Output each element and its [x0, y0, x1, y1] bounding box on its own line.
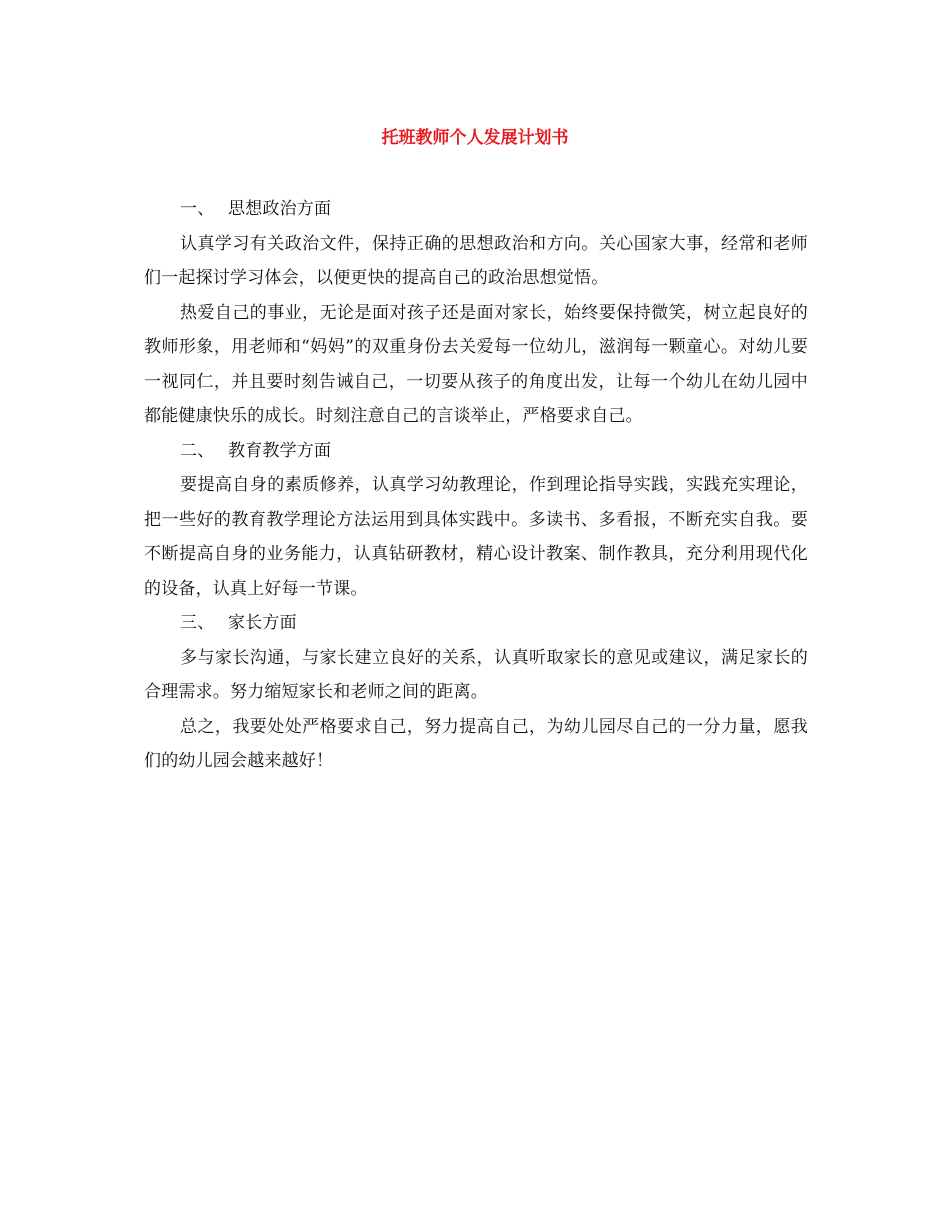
paragraph: 要提高自身的素质修养，认真学习幼教理论，作到理论指导实践，实践充实理论，把一些好的教育教学理论方法运用到具体实践中。多读书、多看报，不断充实自我。要不断提高自身的业务能力，认真钻研教材，精心设计教案、制作教具，充分利用现代化的设备，认真上好每一节课。 [144, 475, 808, 599]
paragraph: 总之，我要处处严格要求自己，努力提高自己，为幼儿园尽自己的一分力量，愿我们的幼儿园会越来越好！ [144, 716, 808, 771]
section-heading [144, 192, 808, 227]
paragraph: 热爱自己的事业，无论是面对孩子还是面对家长，始终要保持微笑，树立起良好的教师形象，用老师和“妈妈”的双重身份去关爱每一位幼儿，滋润每一颗童心。对幼儿要一视同仁，并且要时刻告诫自己，一切要从孩子的角度出发，让每一个幼儿在幼儿园中都能健康快乐的成长。时刻注意自己的言谈举止，严格要求自己。 [144, 302, 808, 426]
section-heading [144, 606, 808, 641]
section-heading-text: 思想政治方面 [228, 199, 332, 219]
section-heading-text: 家长方面 [228, 613, 297, 633]
paragraph: 认真学习有关政治文件，保持正确的思想政治和方向。关心国家大事，经常和老师们一起探讨学习体会，以便更快的提高自己的政治思想觉悟。 [144, 233, 808, 288]
section-number: 三、 [180, 613, 215, 633]
section-heading-text: 教育教学方面 [228, 440, 332, 461]
section-heading [144, 434, 808, 469]
document-body [144, 192, 808, 779]
section-number: 二、 [180, 440, 215, 461]
paragraph: 多与家长沟通，与家长建立良好的关系，认真听取家长的意见或建议，满足家长的合理需求。努力缩短家长和老师之间的距离。 [144, 647, 808, 702]
section-number: 一、 [180, 199, 215, 219]
document-title: 托班教师个人发展计划书 [381, 128, 569, 148]
